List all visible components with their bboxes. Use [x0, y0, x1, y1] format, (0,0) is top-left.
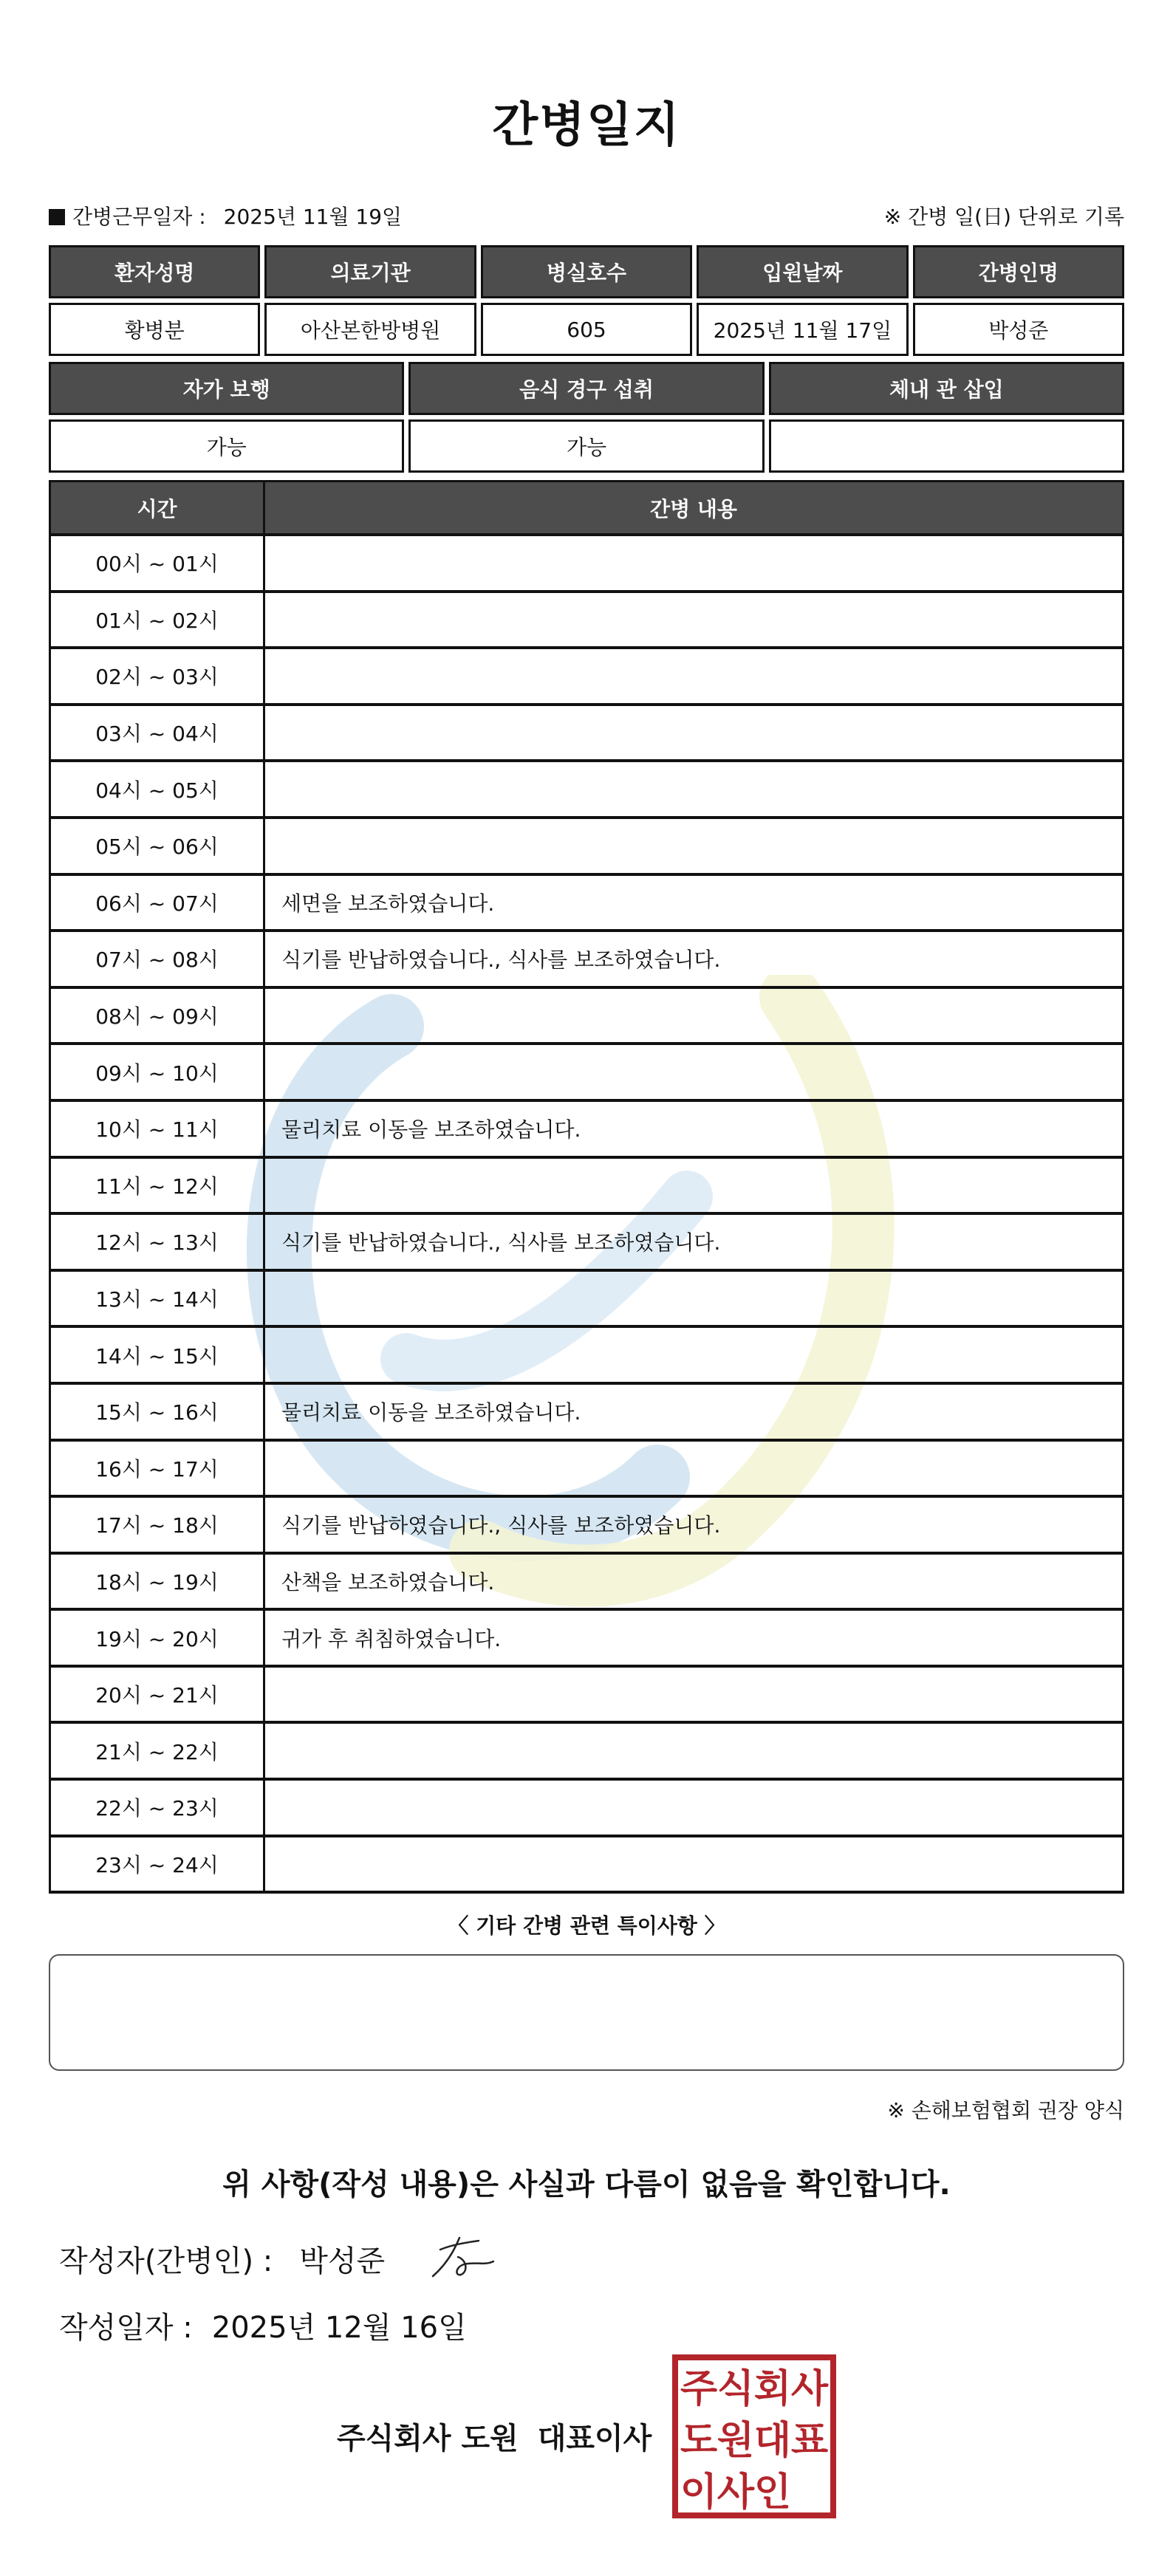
- header-self-walking: 자가 보행: [49, 362, 404, 415]
- write-date-value: 2025년 12월 16일: [211, 2311, 467, 2345]
- log-content-cell: [265, 1837, 1122, 1891]
- log-content-cell: 식기를 반납하였습니다., 식사를 보조하였습니다.: [281, 1513, 721, 1538]
- header-room: 병실호수: [481, 245, 692, 298]
- oral-intake-value: 가능: [408, 419, 764, 473]
- log-content-cell: [265, 1328, 1122, 1382]
- table-row: [51, 1328, 1122, 1385]
- table-row: [51, 1385, 1122, 1442]
- work-date-line: [49, 201, 402, 230]
- table-row: [51, 876, 1122, 933]
- writer-label: 작성자(간병인) :: [59, 2244, 273, 2278]
- table-row: [51, 1498, 1122, 1555]
- log-time-cell: 18시 ~ 19시: [51, 1555, 265, 1609]
- table-row: [51, 593, 1122, 650]
- patient-name-value: 황병분: [49, 303, 260, 356]
- header-care-content: 간병 내용: [650, 496, 737, 521]
- table-row: [51, 1724, 1122, 1781]
- write-date-line: [59, 2304, 467, 2346]
- hospital-value: 아산본한방병원: [264, 303, 476, 356]
- table-row: [51, 1611, 1122, 1668]
- log-content-cell: [265, 1045, 1122, 1099]
- seal-character: 식: [717, 2367, 755, 2411]
- table-row: [51, 1442, 1122, 1498]
- log-time-cell: 16시 ~ 17시: [51, 1442, 265, 1496]
- seal-character: 인: [753, 2470, 792, 2515]
- log-time-cell: 04시 ~ 05시: [51, 762, 265, 816]
- admission-date-value: 2025년 11월 17일: [697, 303, 908, 356]
- notes-title: 〈 기타 간병 관련 특이사항 〉: [448, 1914, 725, 1938]
- table-row: [51, 1555, 1122, 1611]
- table-row: [51, 1781, 1122, 1837]
- header-hospital: 의료기관: [264, 245, 476, 298]
- seal-character: 원: [717, 2419, 755, 2463]
- log-content-cell: [265, 1668, 1122, 1722]
- log-time-cell: 08시 ~ 09시: [51, 989, 265, 1043]
- log-time-cell: 22시 ~ 23시: [51, 1781, 265, 1835]
- log-time-cell: 21시 ~ 22시: [51, 1724, 265, 1778]
- table-row: [51, 536, 1122, 593]
- writer-line: [59, 2238, 385, 2280]
- log-content-cell: 물리치료 이동을 보조하였습니다.: [281, 1117, 581, 1143]
- log-time-cell: 23시 ~ 24시: [51, 1837, 265, 1891]
- seal-character: 이: [680, 2470, 718, 2515]
- header-admission-date: 입원날짜: [697, 245, 908, 298]
- signature: [425, 2227, 507, 2286]
- table-row: [51, 1159, 1122, 1216]
- header-tube-insertion: 체내 관 삽입: [769, 362, 1124, 415]
- header-time: 시간: [51, 482, 265, 533]
- log-content-cell: [265, 819, 1122, 873]
- seal-character: 도: [680, 2419, 718, 2463]
- table-row: [51, 1837, 1122, 1894]
- log-time-cell: 12시 ~ 13시: [51, 1215, 265, 1269]
- patient-ability-table: [49, 362, 1124, 474]
- seal-character: 표: [790, 2419, 829, 2463]
- self-walking-value: 가능: [49, 419, 404, 473]
- header-patient-name: 환자성명: [49, 245, 260, 298]
- log-time-cell: 10시 ~ 11시: [51, 1102, 265, 1156]
- tube-insertion-value: [769, 419, 1124, 473]
- page-title: 간병일지: [492, 98, 681, 153]
- log-time-cell: 17시 ~ 18시: [51, 1498, 265, 1552]
- square-bullet-icon: [49, 209, 65, 225]
- seal-character: 회: [753, 2367, 792, 2411]
- log-content-cell: [265, 1442, 1122, 1496]
- header-caregiver: 간병인명: [913, 245, 1124, 298]
- log-content-cell: [265, 1159, 1122, 1213]
- table-row: [51, 706, 1122, 763]
- log-content-cell: [265, 706, 1122, 760]
- table-row: [51, 649, 1122, 706]
- company-rep-title: 대표이사: [537, 2422, 652, 2456]
- table-row: [51, 989, 1122, 1046]
- writer-name: 박성준: [299, 2244, 386, 2278]
- table-row: [51, 1102, 1122, 1159]
- log-time-cell: 09시 ~ 10시: [51, 1045, 265, 1099]
- header-oral-intake: 음식 경구 섭취: [408, 362, 764, 415]
- log-time-cell: 00시 ~ 01시: [51, 536, 265, 590]
- room-value: 605: [481, 303, 692, 356]
- log-content-cell: 세면을 보조하였습니다.: [281, 891, 495, 916]
- table-row: [51, 762, 1122, 819]
- log-time-cell: 02시 ~ 03시: [51, 649, 265, 703]
- company-line: [337, 2415, 652, 2457]
- log-content-cell: [265, 762, 1122, 816]
- log-time-cell: 06시 ~ 07시: [51, 876, 265, 930]
- log-content-cell: 물리치료 이동을 보조하였습니다.: [281, 1400, 581, 1425]
- work-date-label: 간병근무일자 :: [72, 205, 206, 229]
- confirmation-statement: 위 사항(작성 내용)은 사실과 다름이 없음을 확인합니다.: [222, 2168, 951, 2202]
- log-content-cell: [265, 1272, 1122, 1326]
- care-log-table: [49, 480, 1124, 1894]
- table-row: [51, 1045, 1122, 1102]
- log-content-cell: 식기를 반납하였습니다., 식사를 보조하였습니다.: [281, 948, 721, 973]
- seal-character: 대: [753, 2419, 792, 2463]
- caregiver-value: 박성준: [913, 303, 1124, 356]
- log-time-cell: 01시 ~ 02시: [51, 593, 265, 647]
- care-log-header: [49, 480, 1124, 536]
- write-date-label: 작성일자 :: [59, 2311, 193, 2345]
- work-date-value: 2025년 11월 19일: [223, 205, 403, 229]
- record-unit-note: ※ 간병 일(日) 단위로 기록: [883, 205, 1124, 229]
- log-time-cell: 03시 ~ 04시: [51, 706, 265, 760]
- log-content-cell: [265, 649, 1122, 703]
- log-time-cell: 15시 ~ 16시: [51, 1385, 265, 1439]
- log-content-cell: [265, 1781, 1122, 1835]
- log-time-cell: 13시 ~ 14시: [51, 1272, 265, 1326]
- association-note: ※ 손해보험협회 권장 양식: [887, 2098, 1124, 2123]
- table-row: [51, 932, 1122, 989]
- log-content-cell: 산책을 보조하였습니다.: [281, 1569, 495, 1594]
- company-seal: [671, 2353, 838, 2520]
- table-row: [51, 1668, 1122, 1724]
- log-content-cell: [265, 1724, 1122, 1778]
- patient-info-table: [49, 245, 1124, 357]
- log-content-cell: [265, 593, 1122, 647]
- table-row: [51, 1272, 1122, 1329]
- log-content-cell: [265, 536, 1122, 590]
- table-row: [51, 819, 1122, 876]
- care-log-body: [49, 536, 1124, 1894]
- seal-character: 사: [717, 2470, 755, 2515]
- log-time-cell: 11시 ~ 12시: [51, 1159, 265, 1213]
- log-content-cell: 귀가 후 취침하였습니다.: [281, 1626, 502, 1651]
- table-row: [51, 1215, 1122, 1272]
- log-time-cell: 07시 ~ 08시: [51, 932, 265, 986]
- log-content-cell: [265, 989, 1122, 1043]
- log-time-cell: 19시 ~ 20시: [51, 1611, 265, 1665]
- seal-character: 주: [680, 2367, 718, 2411]
- seal-character: 사: [790, 2367, 829, 2411]
- log-content-cell: 식기를 반납하였습니다., 식사를 보조하였습니다.: [281, 1230, 721, 1256]
- company-name: 주식회사 도원: [337, 2422, 519, 2456]
- log-time-cell: 20시 ~ 21시: [51, 1668, 265, 1722]
- log-time-cell: 14시 ~ 15시: [51, 1328, 265, 1382]
- log-time-cell: 05시 ~ 06시: [51, 819, 265, 873]
- special-notes-box: [49, 1954, 1124, 2071]
